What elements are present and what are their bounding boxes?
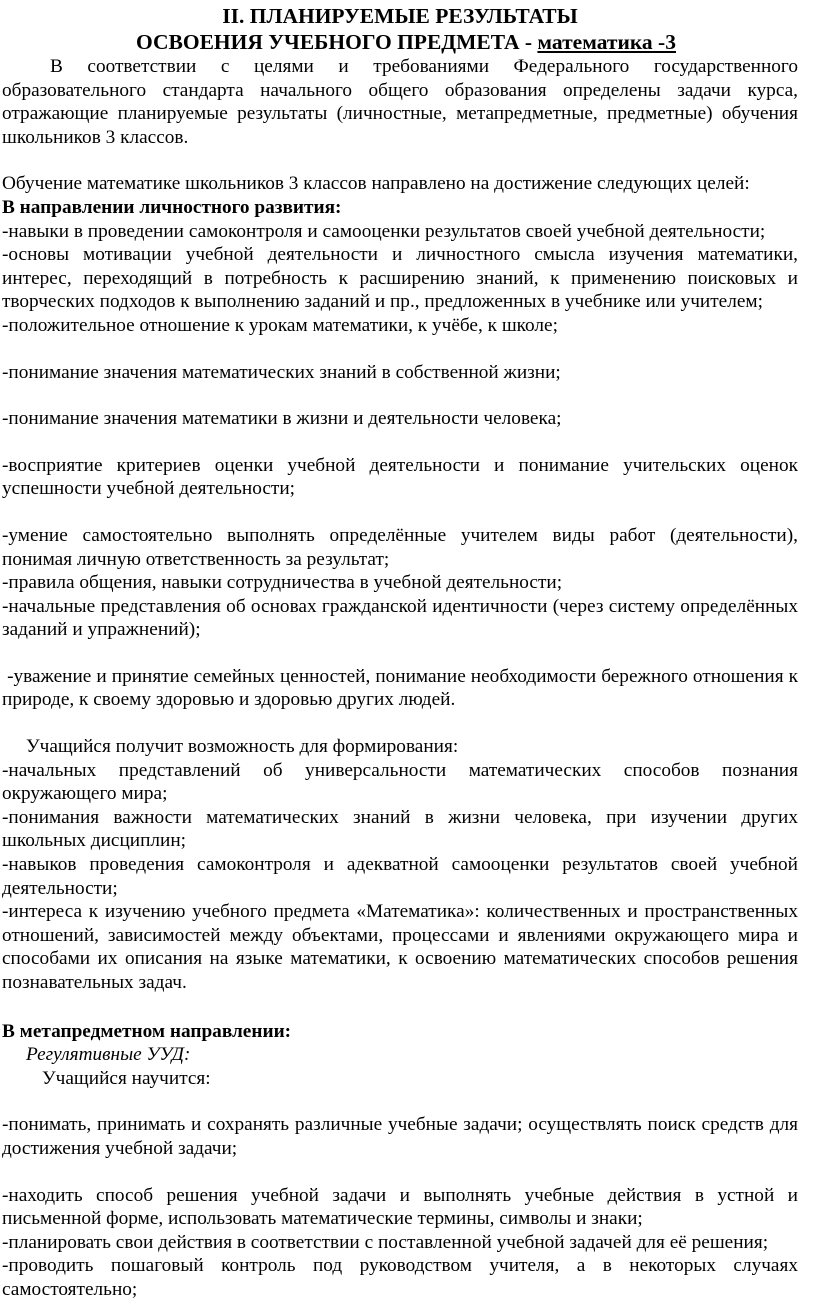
- intro-paragraph: В соответствии с целями и требованиями Федерального государственного образовательного стандарта начального общего образования определены задачи курса, отражающие планируемые результаты (личностные, метапредметные, предметные) обучения школьников 3 классов.: [2, 56, 798, 148]
- personal-item: -навыки в проведении самоконтроля и самооценки результатов своей учебной деятельности;: [2, 220, 766, 242]
- meta-item: -планировать свои действия в соответствии с поставленной учебной задачей для её решения;: [2, 1231, 769, 1253]
- meta-item: -проводить пошаговый контроль под руководством учителя, а в некоторых случаях самостоятельно;: [2, 1255, 798, 1300]
- meta-item: -понимать, принимать и сохранять различные учебные задачи; осуществлять поиск средств для достижения учебной задачи;: [2, 1114, 798, 1159]
- personal-item: -восприятие критериев оценки учебной деятельности и понимание учительских оценок успешности учебной деятельности;: [2, 454, 798, 500]
- personal-item: -умение самостоятельно выполнять определённые учителем виды работ (деятельности), понимая личную ответственность за результат;: [2, 524, 798, 570]
- opportunity-item: -навыков проведения самоконтроля и адекватной самооценки результатов своей учебной деятельности;: [2, 854, 798, 899]
- personal-item: -основы мотивации учебной деятельности и личностного смысла изучения математики, интерес, переходящий в потребность к расширению знаний, к применению поисковых и творческих подходов к выполнению заданий и пр., предложенных в учебнике или учителем;: [2, 244, 798, 313]
- meta-subheading: Регулятивные УУД:: [26, 1044, 191, 1066]
- personal-item: -понимание значения математических знаний в собственной жизни;: [2, 361, 561, 383]
- opportunity-item: -начальных представлений об универсальности математических способов познания окружающего мира;: [2, 759, 798, 805]
- opportunity-heading: Учащийся получит возможность для формирования:: [26, 736, 459, 758]
- personal-item: -правила общения, навыки сотрудничества в учебной деятельности;: [2, 572, 563, 594]
- section-title: II. ПЛАНИРУЕМЫЕ РЕЗУЛЬТАТЫ: [222, 4, 578, 28]
- personal-item: -начальные представления об основах гражданской идентичности (через систему определённых заданий и упражнений);: [2, 595, 798, 641]
- subtitle-prefix: ОСВОЕНИЯ УЧЕБНОГО ПРЕДМЕТА -: [136, 30, 538, 54]
- meta-heading: В метапредметном направлении:: [2, 1020, 292, 1042]
- meta-learner-line: Учащийся научится:: [42, 1067, 211, 1089]
- personal-item: -понимание значения математики в жизни и деятельности человека;: [2, 408, 562, 430]
- opportunity-item: -понимания важности математических знаний в жизни человека, при изучении других школьных дисциплин;: [2, 806, 798, 852]
- goals-line: Обучение математике школьников 3 классов направлено на достижение следующих целей:: [2, 173, 750, 195]
- subject-name: математика -3: [537, 30, 676, 54]
- personal-item: -уважение и принятие семейных ценностей, понимание необходимости бережного отношения к природе, к своему здоровью и здоровью других людей.: [2, 665, 803, 711]
- section-subtitle: [2, 29, 798, 55]
- personal-heading: В направлении личностного развития:: [2, 196, 342, 218]
- opportunity-item: -интереса к изучению учебного предмета «Математика»: количественных и пространственных отношений, зависимостей между объектами, процессами и явлениями окружающего мира и способами их описания на языке математики, к освоению математических способов решения познавательных задач.: [2, 901, 798, 993]
- meta-item: -находить способ решения учебной задачи и выполнять учебные действия в устной и письменной форме, использовать математические термины, символы и знаки;: [2, 1184, 798, 1230]
- personal-item: -положительное отношение к урокам математики, к учёбе, к школе;: [2, 314, 558, 336]
